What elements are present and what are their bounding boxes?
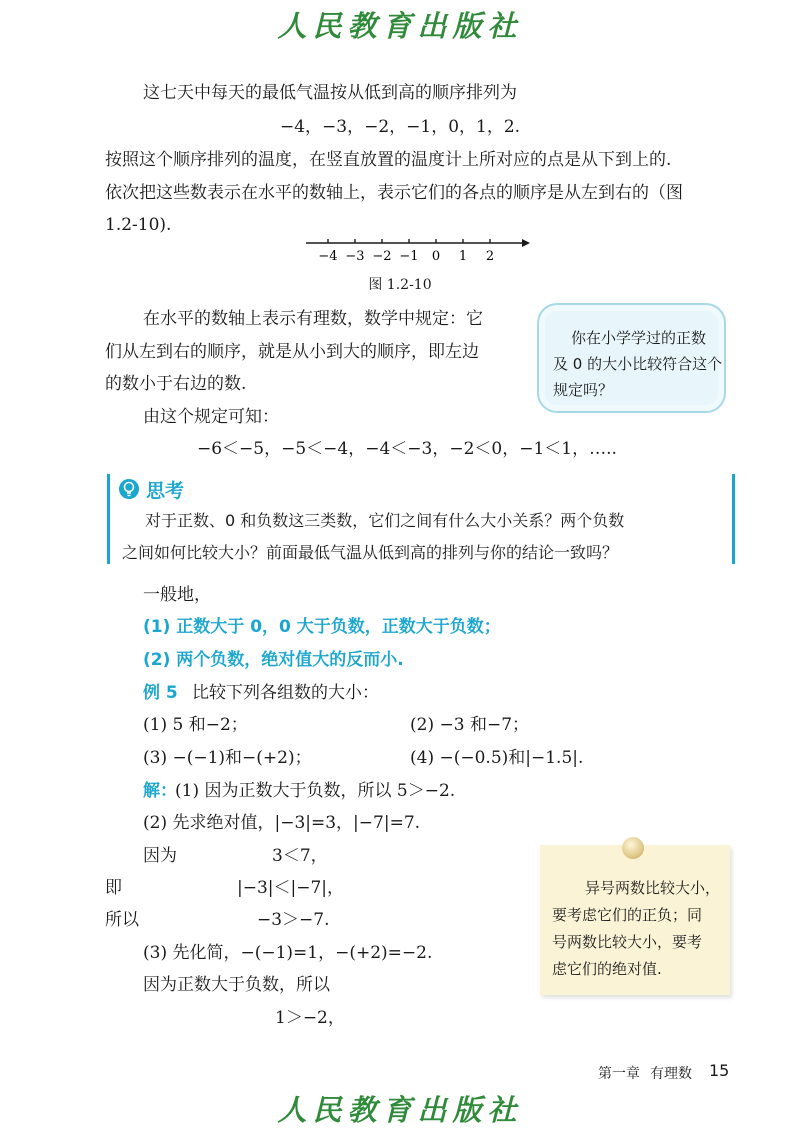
rule-1: (1) 正数大于 0，0 大于负数，正数大于负数； (143, 617, 501, 637)
question-3: (3) −(−1)和−(+2)； (143, 748, 312, 768)
number-line-arrow (522, 239, 530, 247)
paragraph-line: 按照这个顺序排列的温度，在竖直放置的温度计上所对应的点是从下到上的. (105, 150, 672, 170)
temperature-sequence: −4，−3，−2，−1，0，1，2. (279, 117, 521, 137)
think-line: 对于正数、0 和负数这三类数，它们之间有什么大小关系？两个负数 (145, 511, 625, 530)
solution-label: 解： (143, 781, 177, 801)
side-note-line: 你在小学学过的正数 (571, 329, 707, 347)
solution-step-expr: |−3|＜|−7|， (237, 878, 345, 898)
paragraph-line: 的数小于右边的数. (105, 374, 247, 394)
sticky-note-line: 号两数比较大小，要考 (552, 933, 703, 951)
page-number: 15 (709, 1061, 730, 1080)
solution-step-expr: −3＞−7. (257, 910, 330, 930)
paragraph-line: 由这个规定可知： (143, 407, 279, 427)
solution-step-expr: 3＜7， (272, 846, 328, 866)
think-title: 思考 (146, 480, 185, 502)
number-line-label: 2 (485, 249, 495, 264)
solution-step: (3) 先化简，−(−1)=1，−(+2)=−2. (143, 943, 433, 963)
header-watermark: 人民教育出版社 (277, 9, 523, 43)
solution-step-label: 即 (105, 878, 122, 898)
number-line-figure (300, 236, 535, 268)
rules-intro: 一般地， (143, 585, 211, 605)
paragraph-line: 在水平的数轴上表示有理数，数学中规定：它 (143, 309, 483, 329)
think-line: 之间如何比较大小？前面最低气温从低到高的排列与你的结论一致吗？ (122, 543, 619, 562)
question-4: (4) −(−0.5)和|−1.5|. (410, 748, 584, 768)
question-1: (1) 5 和−2； (143, 715, 248, 735)
rule-2: (2) 两个负数，绝对值大的反而小. (143, 650, 404, 670)
lightbulb-icon (118, 478, 140, 500)
side-note-line: 规定吗？ (553, 381, 614, 399)
paragraph-line: 们从左到右的顺序，就是从小到大的顺序，即左边 (105, 342, 479, 362)
pin-icon (622, 837, 644, 859)
figure-caption: 图 1.2-10 (368, 277, 432, 293)
sticky-note-line: 异号两数比较大小， (585, 879, 721, 897)
solution-step: (1) 因为正数大于负数，所以 5＞−2. (175, 781, 456, 801)
side-note-bubble (537, 303, 726, 413)
side-note-line: 及 0 的大小比较符合这个 (553, 355, 723, 373)
number-line-label: 1 (458, 249, 468, 264)
question-2: (2) −3 和−7； (410, 715, 530, 735)
example-label: 例 5 (143, 683, 178, 703)
sticky-note-line: 要考虑它们的正负；同 (552, 906, 703, 924)
paragraph-line: 这七天中每天的最低气温按从低到高的顺序排列为 (143, 83, 517, 103)
inequalities: −6＜−5，−5＜−4，−4＜−3，−2＜0，−1＜1，….. (197, 439, 617, 459)
number-line-label: −1 (399, 249, 419, 264)
sticky-note (540, 845, 730, 995)
solution-step-label: 所以 (105, 910, 139, 930)
number-line-label: 0 (431, 249, 441, 264)
number-line-label: −2 (372, 249, 392, 264)
sticky-note-line: 虑它们的绝对值. (552, 960, 662, 978)
solution-step-label: 因为 (143, 846, 177, 866)
number-line-label: −3 (345, 249, 365, 264)
solution-step: 因为正数大于负数，所以 (143, 975, 330, 995)
paragraph-line: 依次把这些数表示在水平的数轴上，表示它们的各点的顺序是从左到右的（图 (105, 183, 683, 203)
footer-chapter: 第一章 (598, 1066, 640, 1082)
solution-step: 1＞−2， (275, 1008, 345, 1028)
paragraph-line: 1.2-10). (105, 215, 172, 235)
solution-step: (2) 先求绝对值，|−3|=3，|−7|=7. (143, 813, 421, 833)
footer-watermark: 人民教育出版社 (277, 1093, 523, 1127)
example-prompt: 比较下列各组数的大小： (192, 683, 379, 703)
footer-title: 有理数 (650, 1066, 692, 1082)
number-line-label: −4 (318, 249, 338, 264)
